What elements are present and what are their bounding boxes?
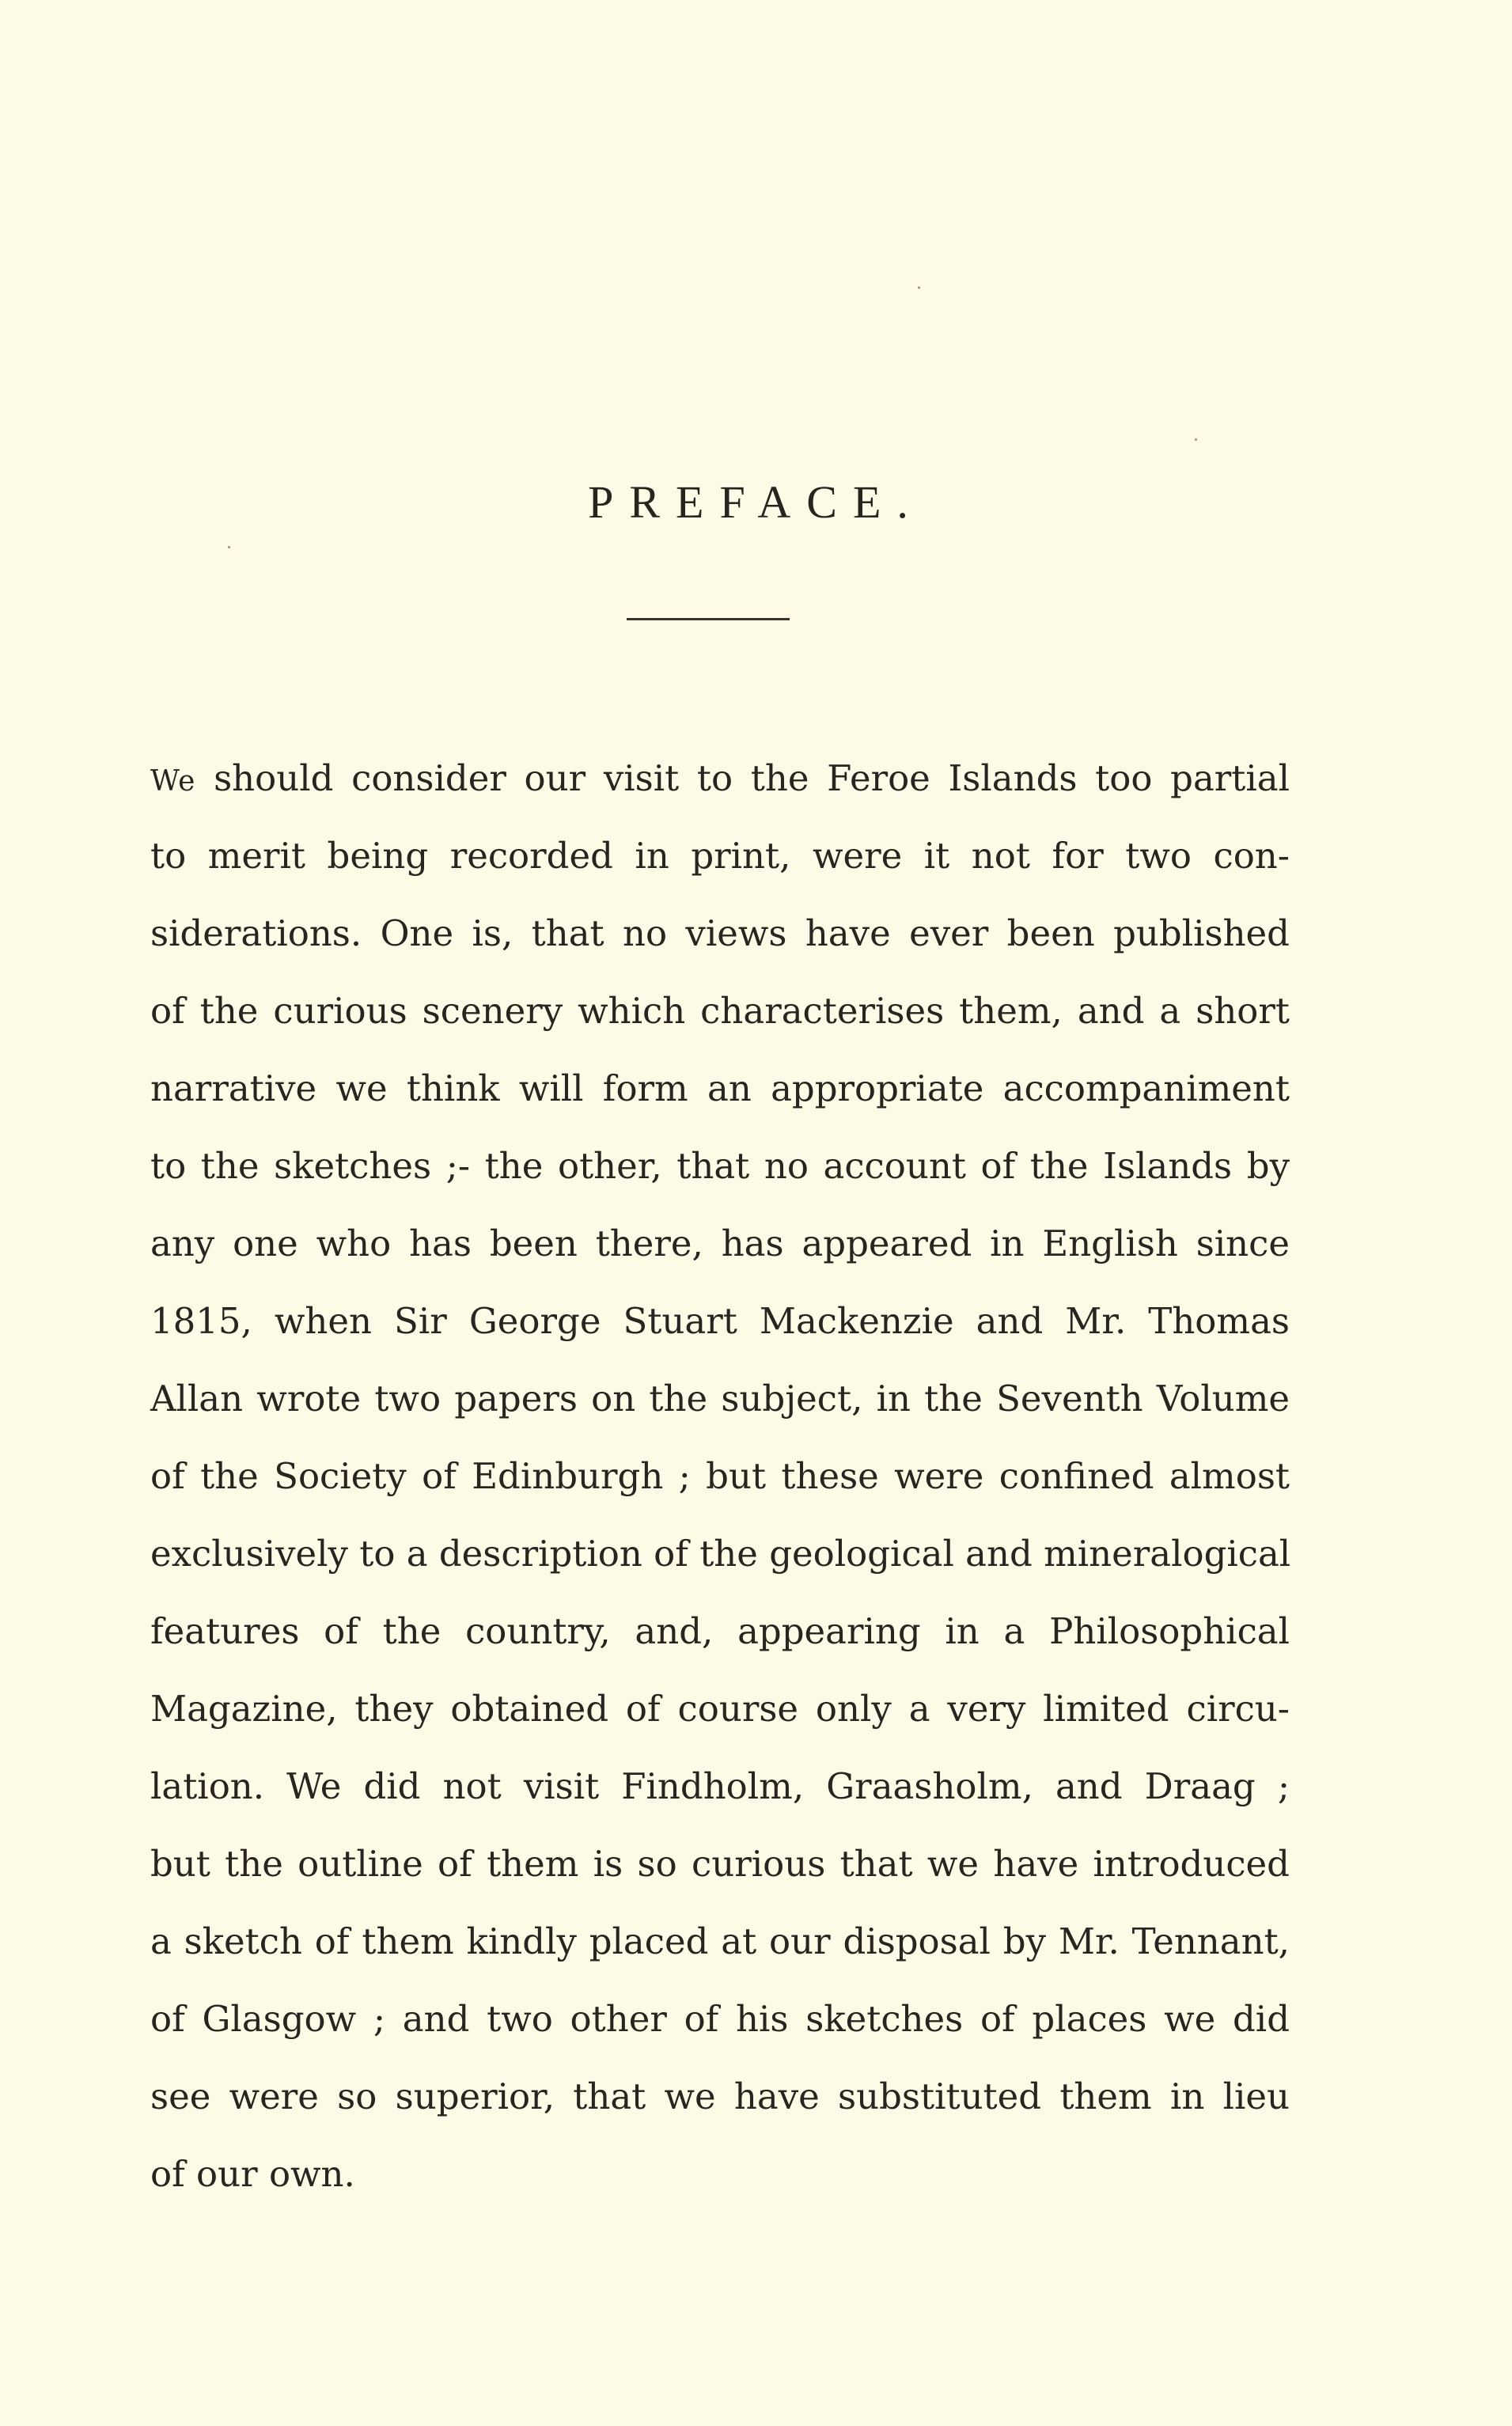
text-line: Allan wrote two papers on the subject, in the Seventh Volume xyxy=(150,1378,1290,1420)
paper-speck xyxy=(918,286,920,289)
text-line: siderations. One is, that no views have ever been published xyxy=(150,912,1290,954)
text-line: of the curious scenery which characterises them, and a short xyxy=(150,990,1290,1032)
paper-speck xyxy=(1195,438,1197,441)
text-line: features of the country, and, appearing in a Philosophical xyxy=(150,1610,1290,1652)
preface-paragraph xyxy=(150,740,1290,2213)
text-line: of the Society of Edinburgh ; but these were confined almost xyxy=(150,1455,1290,1497)
paper-speck xyxy=(228,546,230,548)
text-line xyxy=(150,740,1290,817)
text-line: a sketch of them kindly placed at our disposal by Mr. Tennant, xyxy=(150,1920,1290,1962)
text-line: 1815, when Sir George Stuart Mackenzie and Mr. Thomas xyxy=(150,1300,1290,1342)
opening-initial: We xyxy=(150,765,196,798)
title-divider xyxy=(627,618,790,620)
text-line: but the outline of them is so curious that we have introduced xyxy=(150,1843,1290,1885)
text-line: to the sketches ;- the other, that no account of the Islands by xyxy=(150,1145,1290,1187)
page-title: PREFACE. xyxy=(588,476,924,528)
text-line: any one who has been there, has appeared in English since xyxy=(150,1222,1290,1264)
text-line-content: should consider our visit to the Feroe Islands too partial xyxy=(195,757,1290,799)
text-line: of Glasgow ; and two other of his sketches of places we did xyxy=(150,1998,1290,2040)
text-line: lation. We did not visit Findholm, Graasholm, and Draag ; xyxy=(150,1765,1290,1807)
text-line: Magazine, they obtained of course only a very limited circu- xyxy=(150,1688,1290,1730)
text-line: to merit being recorded in print, were it not for two con- xyxy=(150,835,1290,877)
text-line: see were so superior, that we have substituted them in lieu xyxy=(150,2075,1290,2117)
text-line: narrative we think will form an appropriate accompaniment xyxy=(150,1067,1290,1109)
text-line: of our own. xyxy=(150,2153,355,2195)
text-line: exclusively to a description of the geological and mineralogical xyxy=(150,1533,1291,1575)
